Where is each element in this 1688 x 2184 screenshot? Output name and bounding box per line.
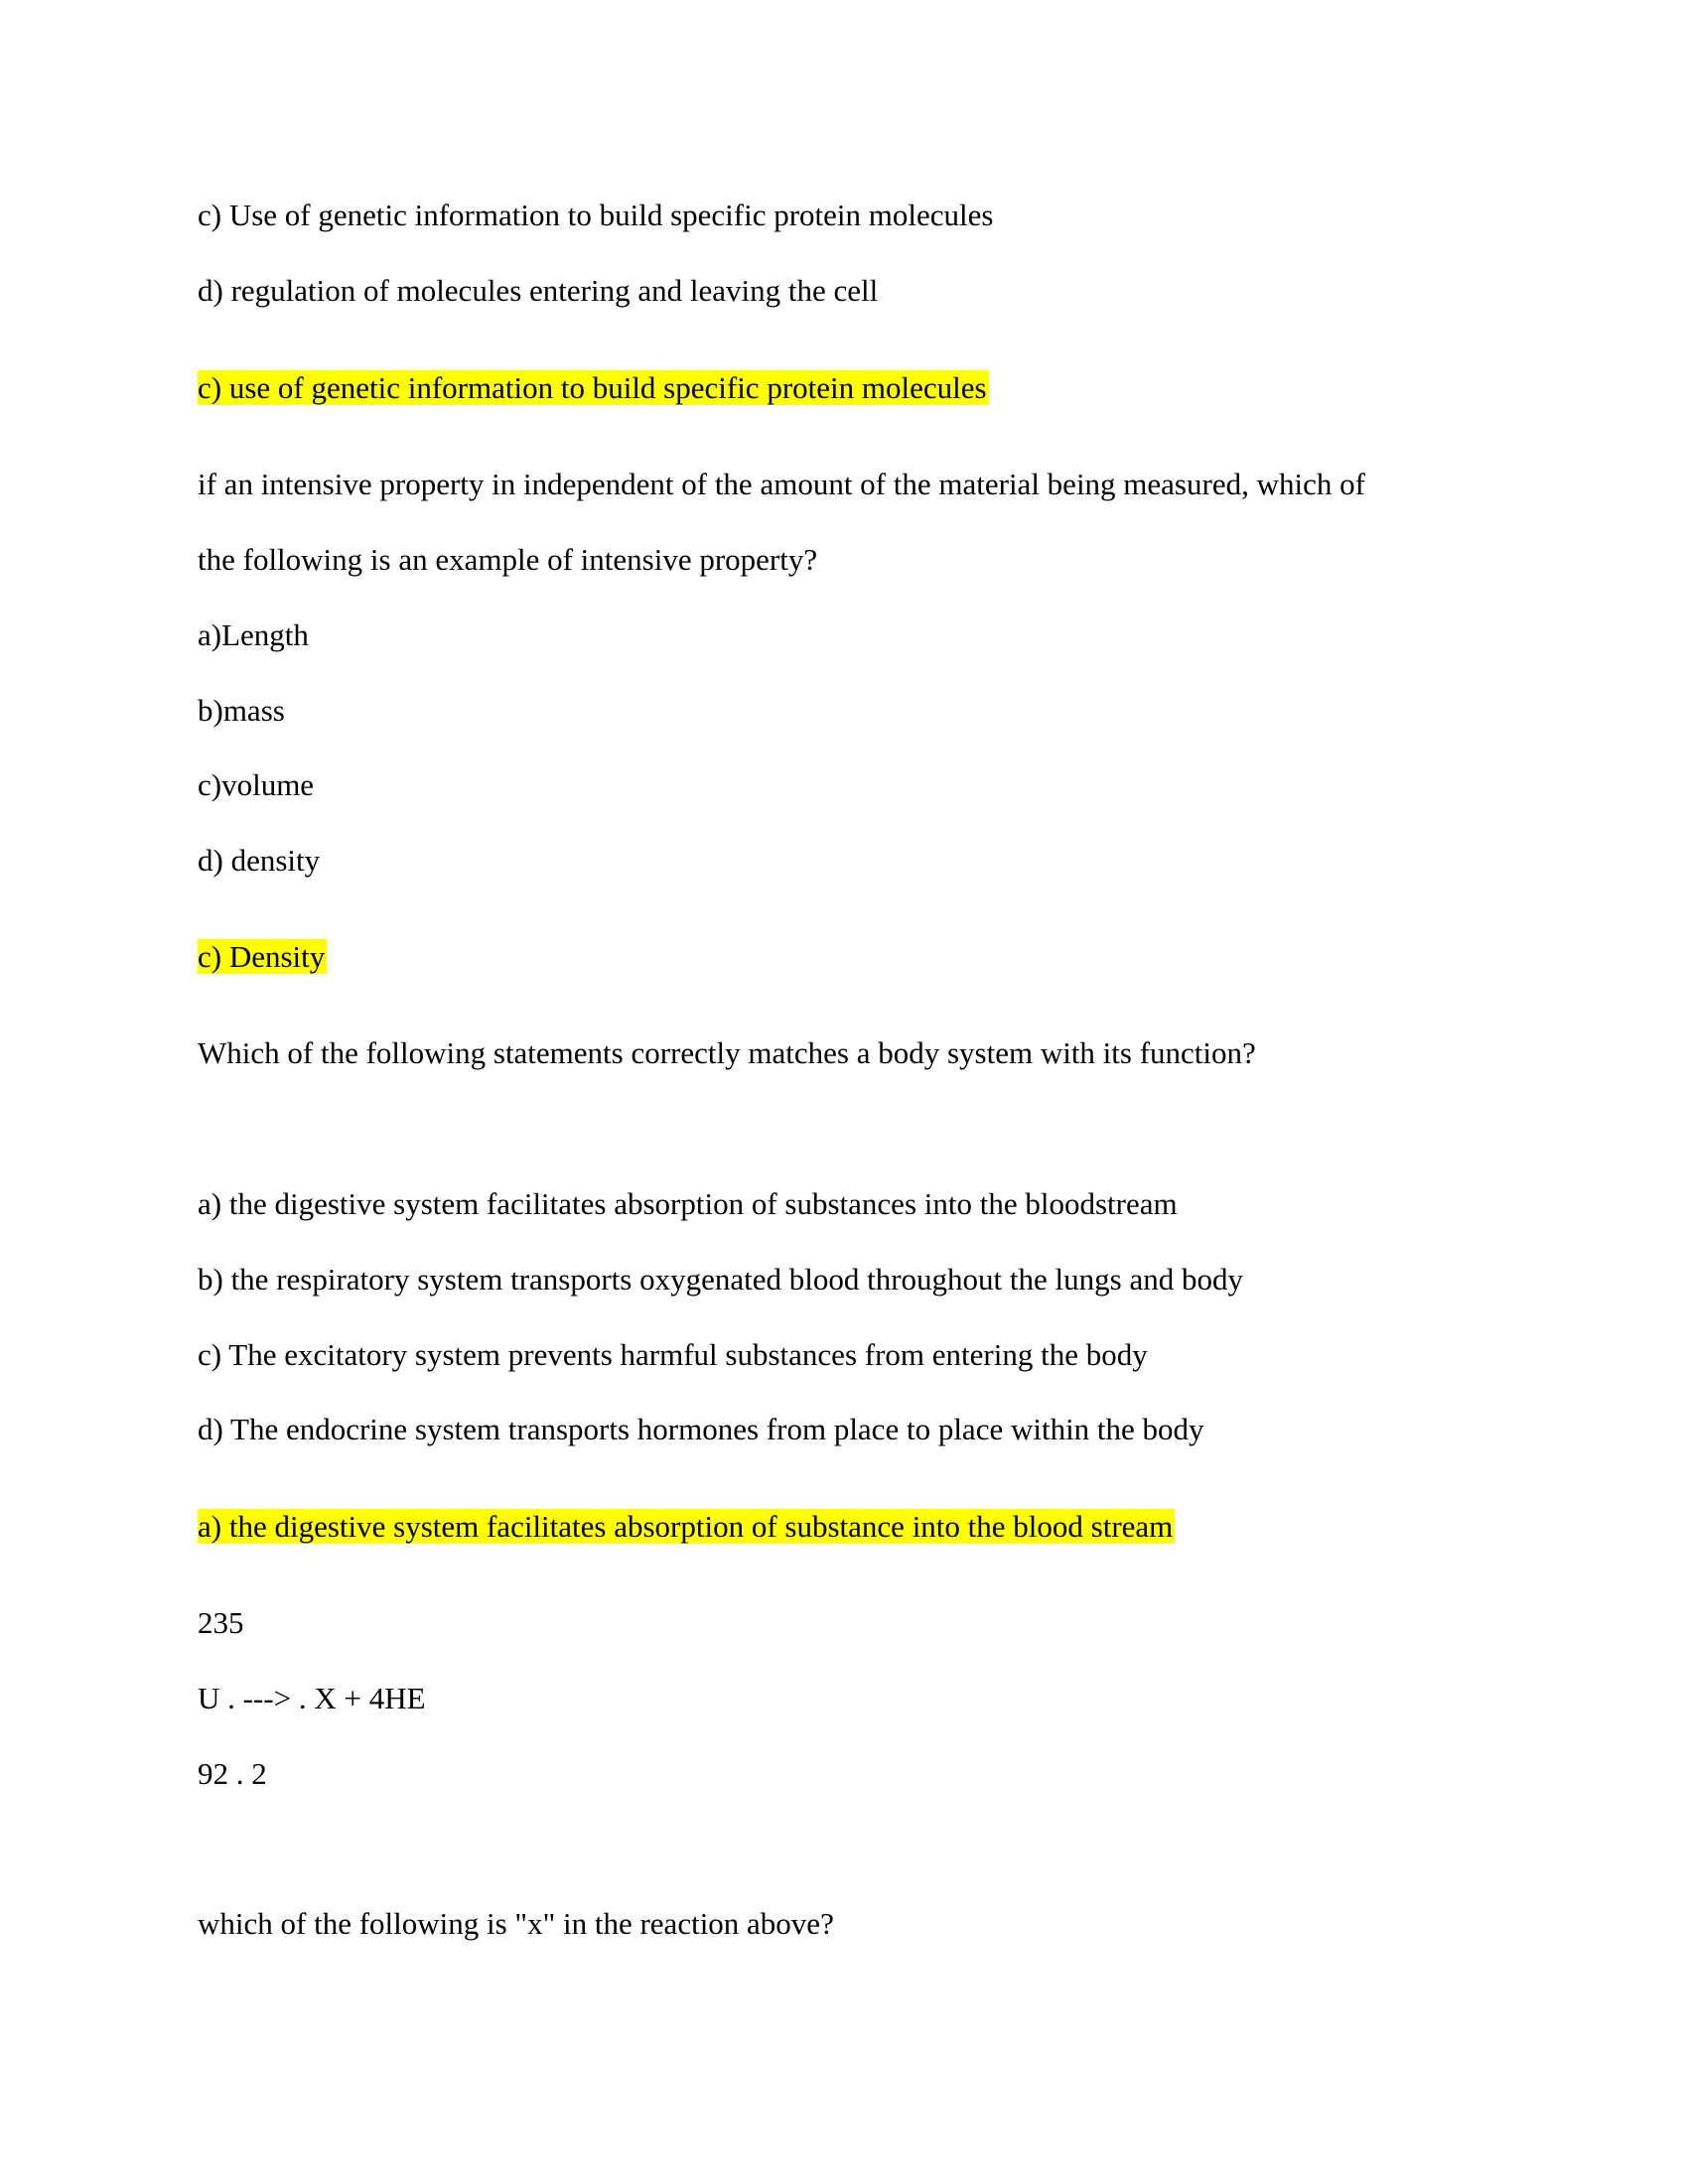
- q2-option-d: d) density: [198, 843, 321, 878]
- reaction-bottom-number: 92 . 2: [198, 1756, 267, 1791]
- q3-answer: [198, 1508, 1175, 1546]
- q2-option-c: c)volume: [198, 767, 315, 802]
- q3-option-c: c) The excitatory system prevents harmful substances from entering the body: [198, 1337, 1148, 1372]
- q3-option-b: b) the respiratory system transports oxygenated blood throughout the lungs and body: [198, 1262, 1243, 1297]
- q2-text-line-1: if an intensive property in independent of the amount of the material being measured, which of: [198, 467, 1365, 501]
- q3-answer-highlight: a) the digestive system facilitates absorption of substance into the blood stream: [198, 1509, 1174, 1544]
- q4-text: which of the following is "x" in the reaction above?: [198, 1906, 834, 1941]
- reaction-top-number: 235: [198, 1605, 244, 1640]
- q2-answer: [198, 938, 327, 976]
- q1-answer: [198, 369, 989, 407]
- q2-option-a: a)Length: [198, 617, 309, 652]
- q2-option-b: b)mass: [198, 693, 285, 728]
- reaction-equation: U . ---> . X + 4HE: [198, 1681, 426, 1715]
- q2-answer-highlight: c) Density: [198, 939, 326, 974]
- q3-text: Which of the following statements correctly matches a body system with its function?: [198, 1035, 1256, 1070]
- q3-option-d: d) The endocrine system transports hormones from place to place within the body: [198, 1412, 1204, 1446]
- q1-answer-highlight: c) use of genetic information to build specific protein molecules: [198, 370, 987, 405]
- q1-option-c: c) Use of genetic information to build specific protein molecules: [198, 198, 994, 232]
- q3-option-a: a) the digestive system facilitates absorption of substances into the bloodstream: [198, 1186, 1178, 1221]
- q1-option-d: d) regulation of molecules entering and leaving the cell: [198, 273, 879, 308]
- q2-text-line-2: the following is an example of intensive property?: [198, 542, 818, 577]
